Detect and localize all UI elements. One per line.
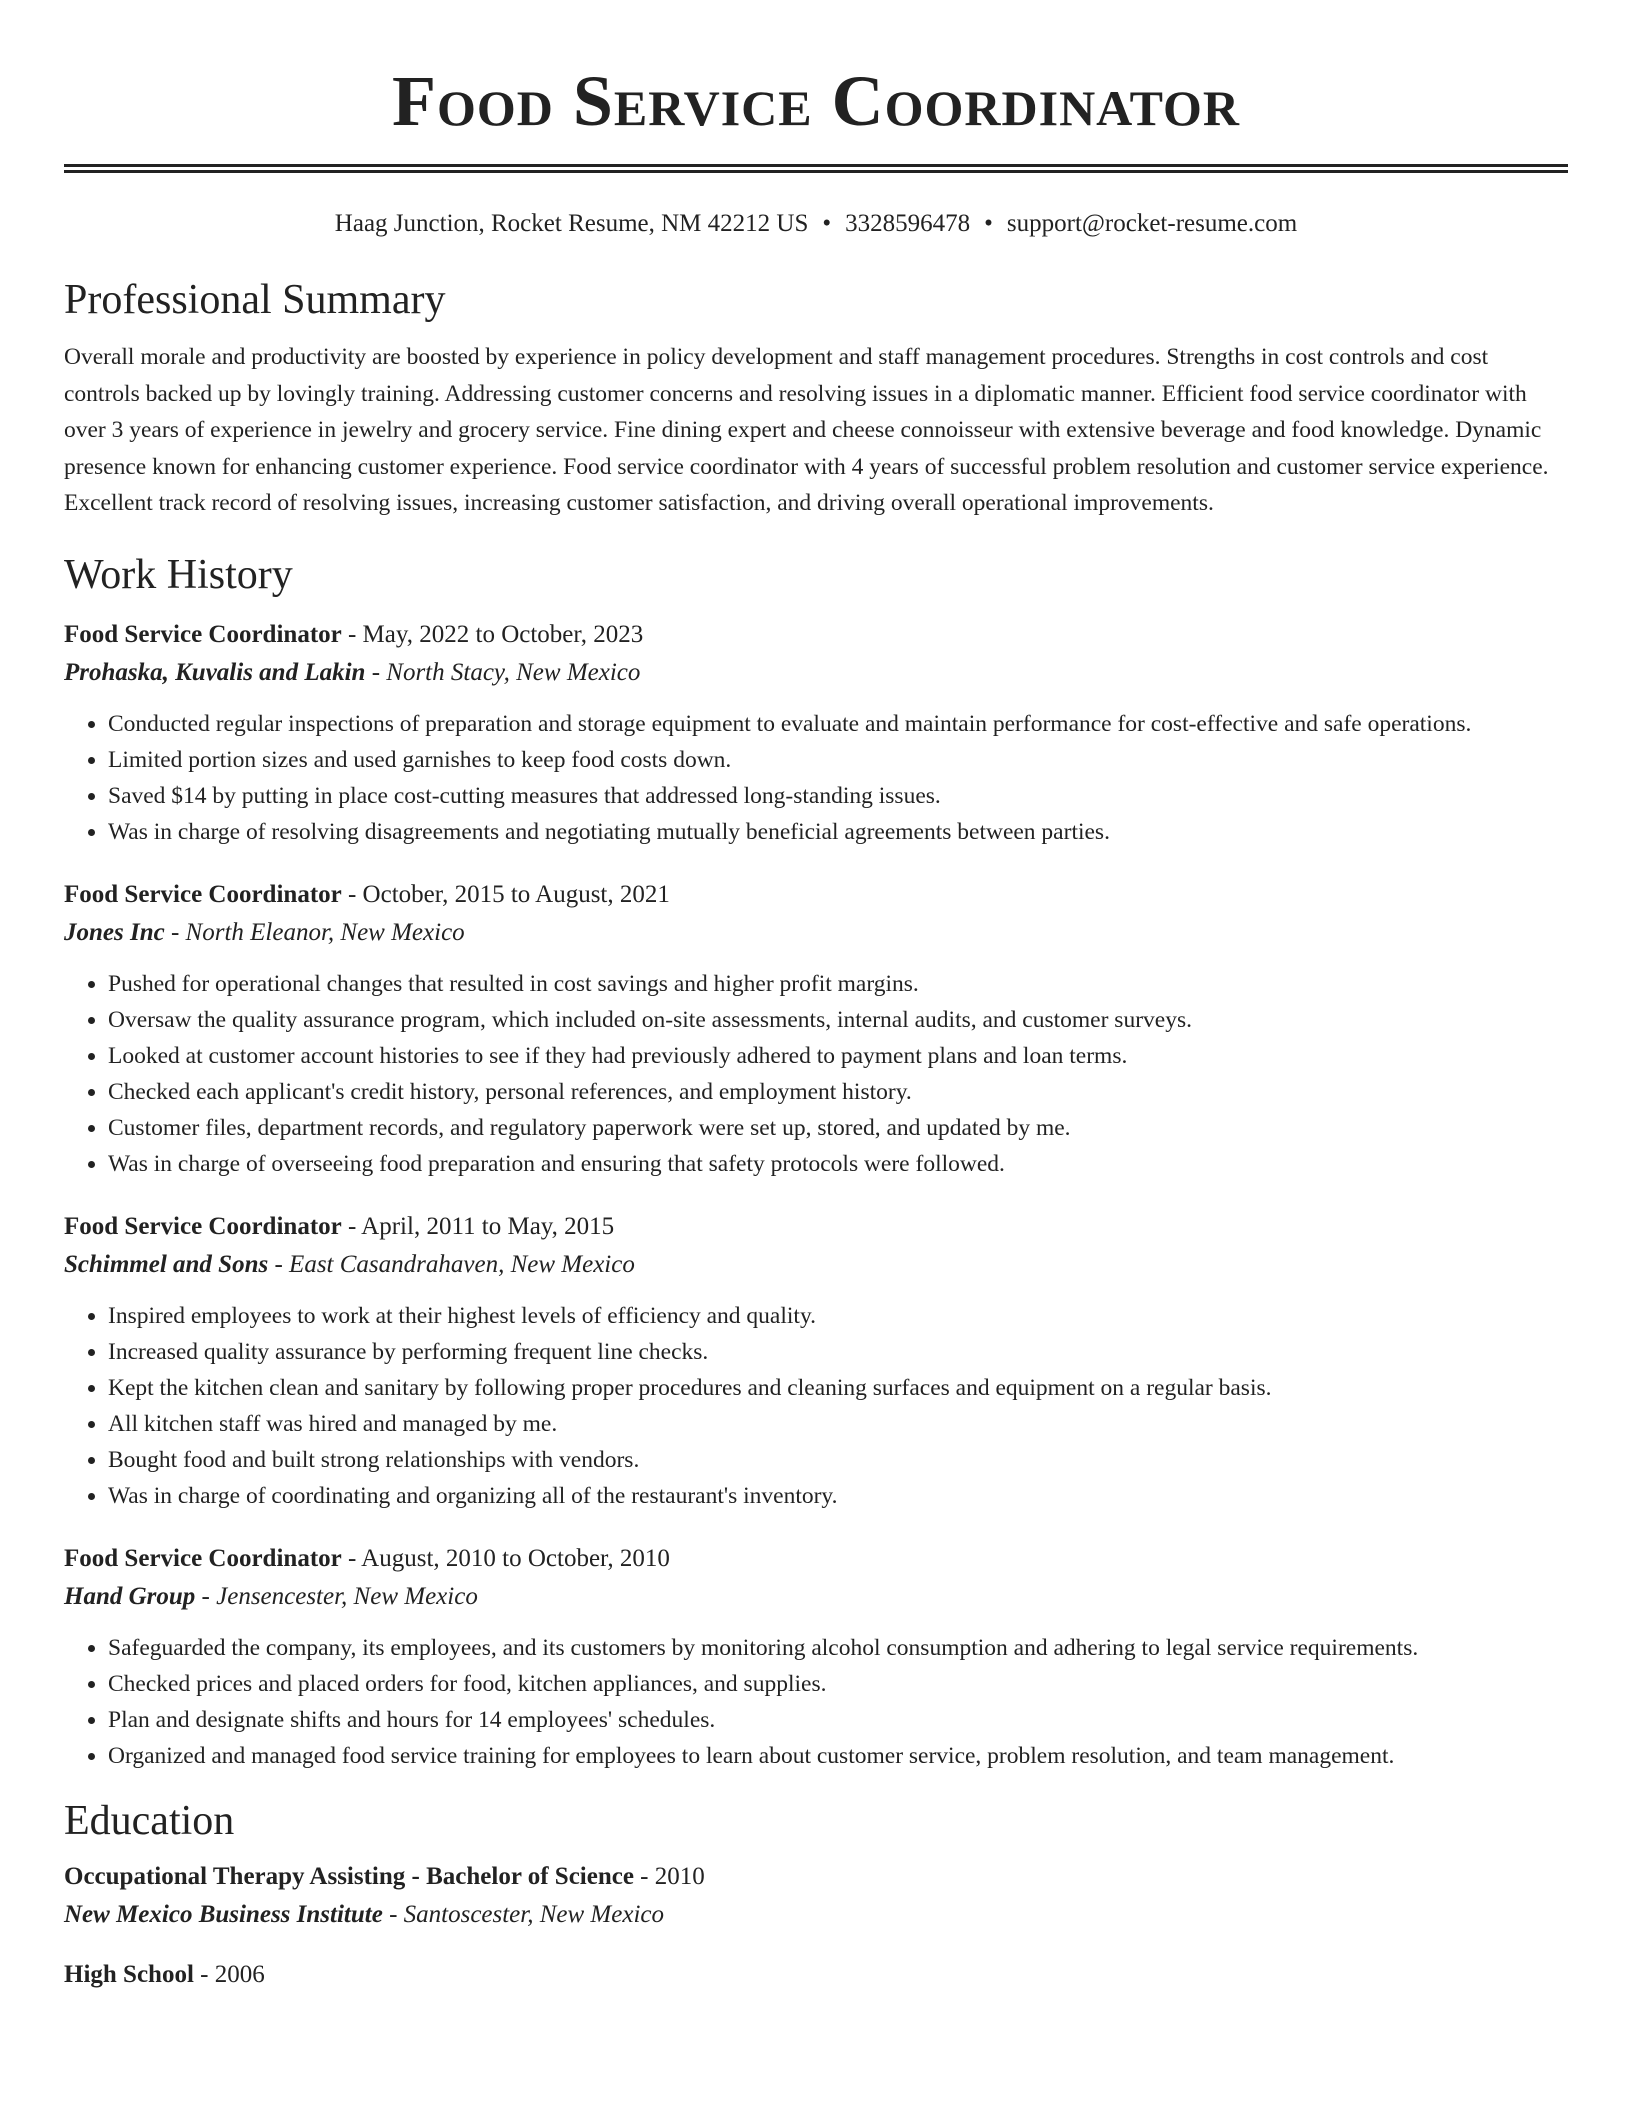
job-title-line xyxy=(64,1540,1568,1578)
job-title: Food Service Coordinator xyxy=(64,620,342,648)
company-location: - North Eleanor, New Mexico xyxy=(164,918,465,946)
job-bullet: • Increased quality assurance by performing frequent line checks. xyxy=(108,1334,1568,1370)
job-bullet: • Inspired employees to work at their highest levels of efficiency and quality. xyxy=(108,1298,1568,1334)
contact-phone: 3328596478 xyxy=(845,210,971,237)
job-bullet: • Oversaw the quality assurance program, which included on-site assessments, internal audits, and customer surveys. xyxy=(108,1002,1568,1038)
work-history-heading: Work History xyxy=(64,551,293,598)
job-title: Food Service Coordinator xyxy=(64,1212,342,1240)
degree-name: Occupational Therapy Assisting - Bachelor of Science xyxy=(64,1862,634,1890)
contact-line xyxy=(64,209,1568,239)
resume-title: Food Service Coordinator xyxy=(391,61,1241,141)
job-dates: - April, 2011 to May, 2015 xyxy=(341,1212,615,1240)
job-dates: - October, 2015 to August, 2021 xyxy=(341,880,670,908)
job-bullet: • All kitchen staff was hired and managed by me. xyxy=(108,1406,1568,1442)
summary-text: Overall morale and productivity are boosted by experience in policy development and staff management procedures. Strengths in cost controls and cost controls backed up by lovingly training. Addressing customer concerns and resolving issues in a diplomatic manner. Efficient food service coordinator with over 3 years of experience in jewelry and grocery service. Fine dining expert and cheese connoisseur with extensive beverage and food knowledge. Dynamic presence known for enhancing customer experience. Food service coordinator with 4 years of successful problem resolution and customer service experience. Excellent track record of resolving issues, increasing customer satisfaction, and driving overall operational improvements. xyxy=(64,344,1549,516)
job-entry xyxy=(64,616,1568,850)
education-entry xyxy=(64,1956,1568,1994)
company-line xyxy=(64,1246,1568,1284)
company-line xyxy=(64,1578,1568,1616)
job-entry xyxy=(64,1540,1568,1774)
company-name: Jones Inc xyxy=(64,918,165,946)
company-location: - Jensencester, New Mexico xyxy=(195,1582,478,1610)
job-bullet: • Was in charge of coordinating and organizing all of the restaurant's inventory. xyxy=(108,1478,1568,1514)
company-name: Hand Group xyxy=(64,1582,196,1610)
job-bullets xyxy=(64,706,1568,850)
job-bullet: • Looked at customer account histories to see if they had previously adhered to payment plans and loan terms. xyxy=(108,1038,1568,1074)
job-dates: - May, 2022 to October, 2023 xyxy=(341,620,644,648)
company-line xyxy=(64,654,1568,692)
job-bullet: • Organized and managed food service training for employees to learn about customer service, problem resolution, and team management. xyxy=(108,1738,1568,1774)
title-divider xyxy=(64,164,1568,173)
job-bullet: • Pushed for operational changes that resulted in cost savings and higher profit margins. xyxy=(108,966,1568,1002)
contact-separator: • xyxy=(822,210,832,237)
job-bullet: • Saved $14 by putting in place cost-cutting measures that addressed long-standing issues. xyxy=(108,778,1568,814)
job-dates: - August, 2010 to October, 2010 xyxy=(341,1544,670,1572)
resume-page xyxy=(64,0,1568,1994)
contact-separator: • xyxy=(984,210,993,237)
job-bullet: • Checked each applicant's credit history, personal references, and employment history. xyxy=(108,1074,1568,1110)
job-title: Food Service Coordinator xyxy=(64,1544,342,1572)
job-bullet: • Checked prices and placed orders for food, kitchen appliances, and supplies. xyxy=(108,1666,1568,1702)
summary-heading: Professional Summary xyxy=(64,277,446,323)
degree-name: High School xyxy=(64,1960,194,1988)
degree-year: - 2006 xyxy=(193,1960,265,1988)
company-location: - East Casandrahaven, New Mexico xyxy=(268,1250,635,1278)
school-location: - Santoscester, New Mexico xyxy=(382,1900,664,1928)
contact-address: Haag Junction, Rocket Resume, NM 42212 US xyxy=(334,210,809,237)
job-bullet: • Bought food and built strong relationships with vendors. xyxy=(108,1442,1568,1478)
company-location: - North Stacy, New Mexico xyxy=(365,658,641,686)
education-heading: Education xyxy=(64,1797,235,1844)
job-bullets xyxy=(64,1630,1568,1774)
company-line xyxy=(64,914,1568,952)
degree-line xyxy=(64,1858,1568,1896)
education-entry xyxy=(64,1858,1568,1934)
job-bullets xyxy=(64,1298,1568,1514)
company-name: Schimmel and Sons xyxy=(64,1250,269,1278)
job-bullet: • Plan and designate shifts and hours for 14 employees' schedules. xyxy=(108,1702,1568,1738)
job-bullet: • Customer files, department records, and regulatory paperwork were set up, stored, and updated by me. xyxy=(108,1110,1568,1146)
job-bullet: • Was in charge of resolving disagreements and negotiating mutually beneficial agreements between parties. xyxy=(108,814,1568,850)
job-entry xyxy=(64,1208,1568,1514)
job-bullet: • Was in charge of overseeing food preparation and ensuring that safety protocols were followed. xyxy=(108,1146,1568,1182)
school-name: New Mexico Business Institute xyxy=(64,1900,383,1928)
job-title-line xyxy=(64,616,1568,654)
degree-line xyxy=(64,1956,1568,1994)
job-title: Food Service Coordinator xyxy=(64,880,342,908)
school-line xyxy=(64,1896,1568,1934)
job-bullets xyxy=(64,966,1568,1182)
degree-year: - 2010 xyxy=(633,1862,705,1890)
company-name: Prohaska, Kuvalis and Lakin xyxy=(64,658,366,686)
job-entry xyxy=(64,876,1568,1182)
job-title-line xyxy=(64,1208,1568,1246)
contact-email: support@rocket-resume.com xyxy=(1006,210,1298,237)
job-bullet: • Conducted regular inspections of preparation and storage equipment to evaluate and maintain performance for cost-effective and safe operations. xyxy=(108,706,1568,742)
job-bullet: • Kept the kitchen clean and sanitary by following proper procedures and cleaning surfaces and equipment on a regular basis. xyxy=(108,1370,1568,1406)
job-bullet: • Safeguarded the company, its employees, and its customers by monitoring alcohol consumption and adhering to legal service requirements. xyxy=(108,1630,1568,1666)
job-bullet: • Limited portion sizes and used garnishes to keep food costs down. xyxy=(108,742,1568,778)
job-title-line xyxy=(64,876,1568,914)
